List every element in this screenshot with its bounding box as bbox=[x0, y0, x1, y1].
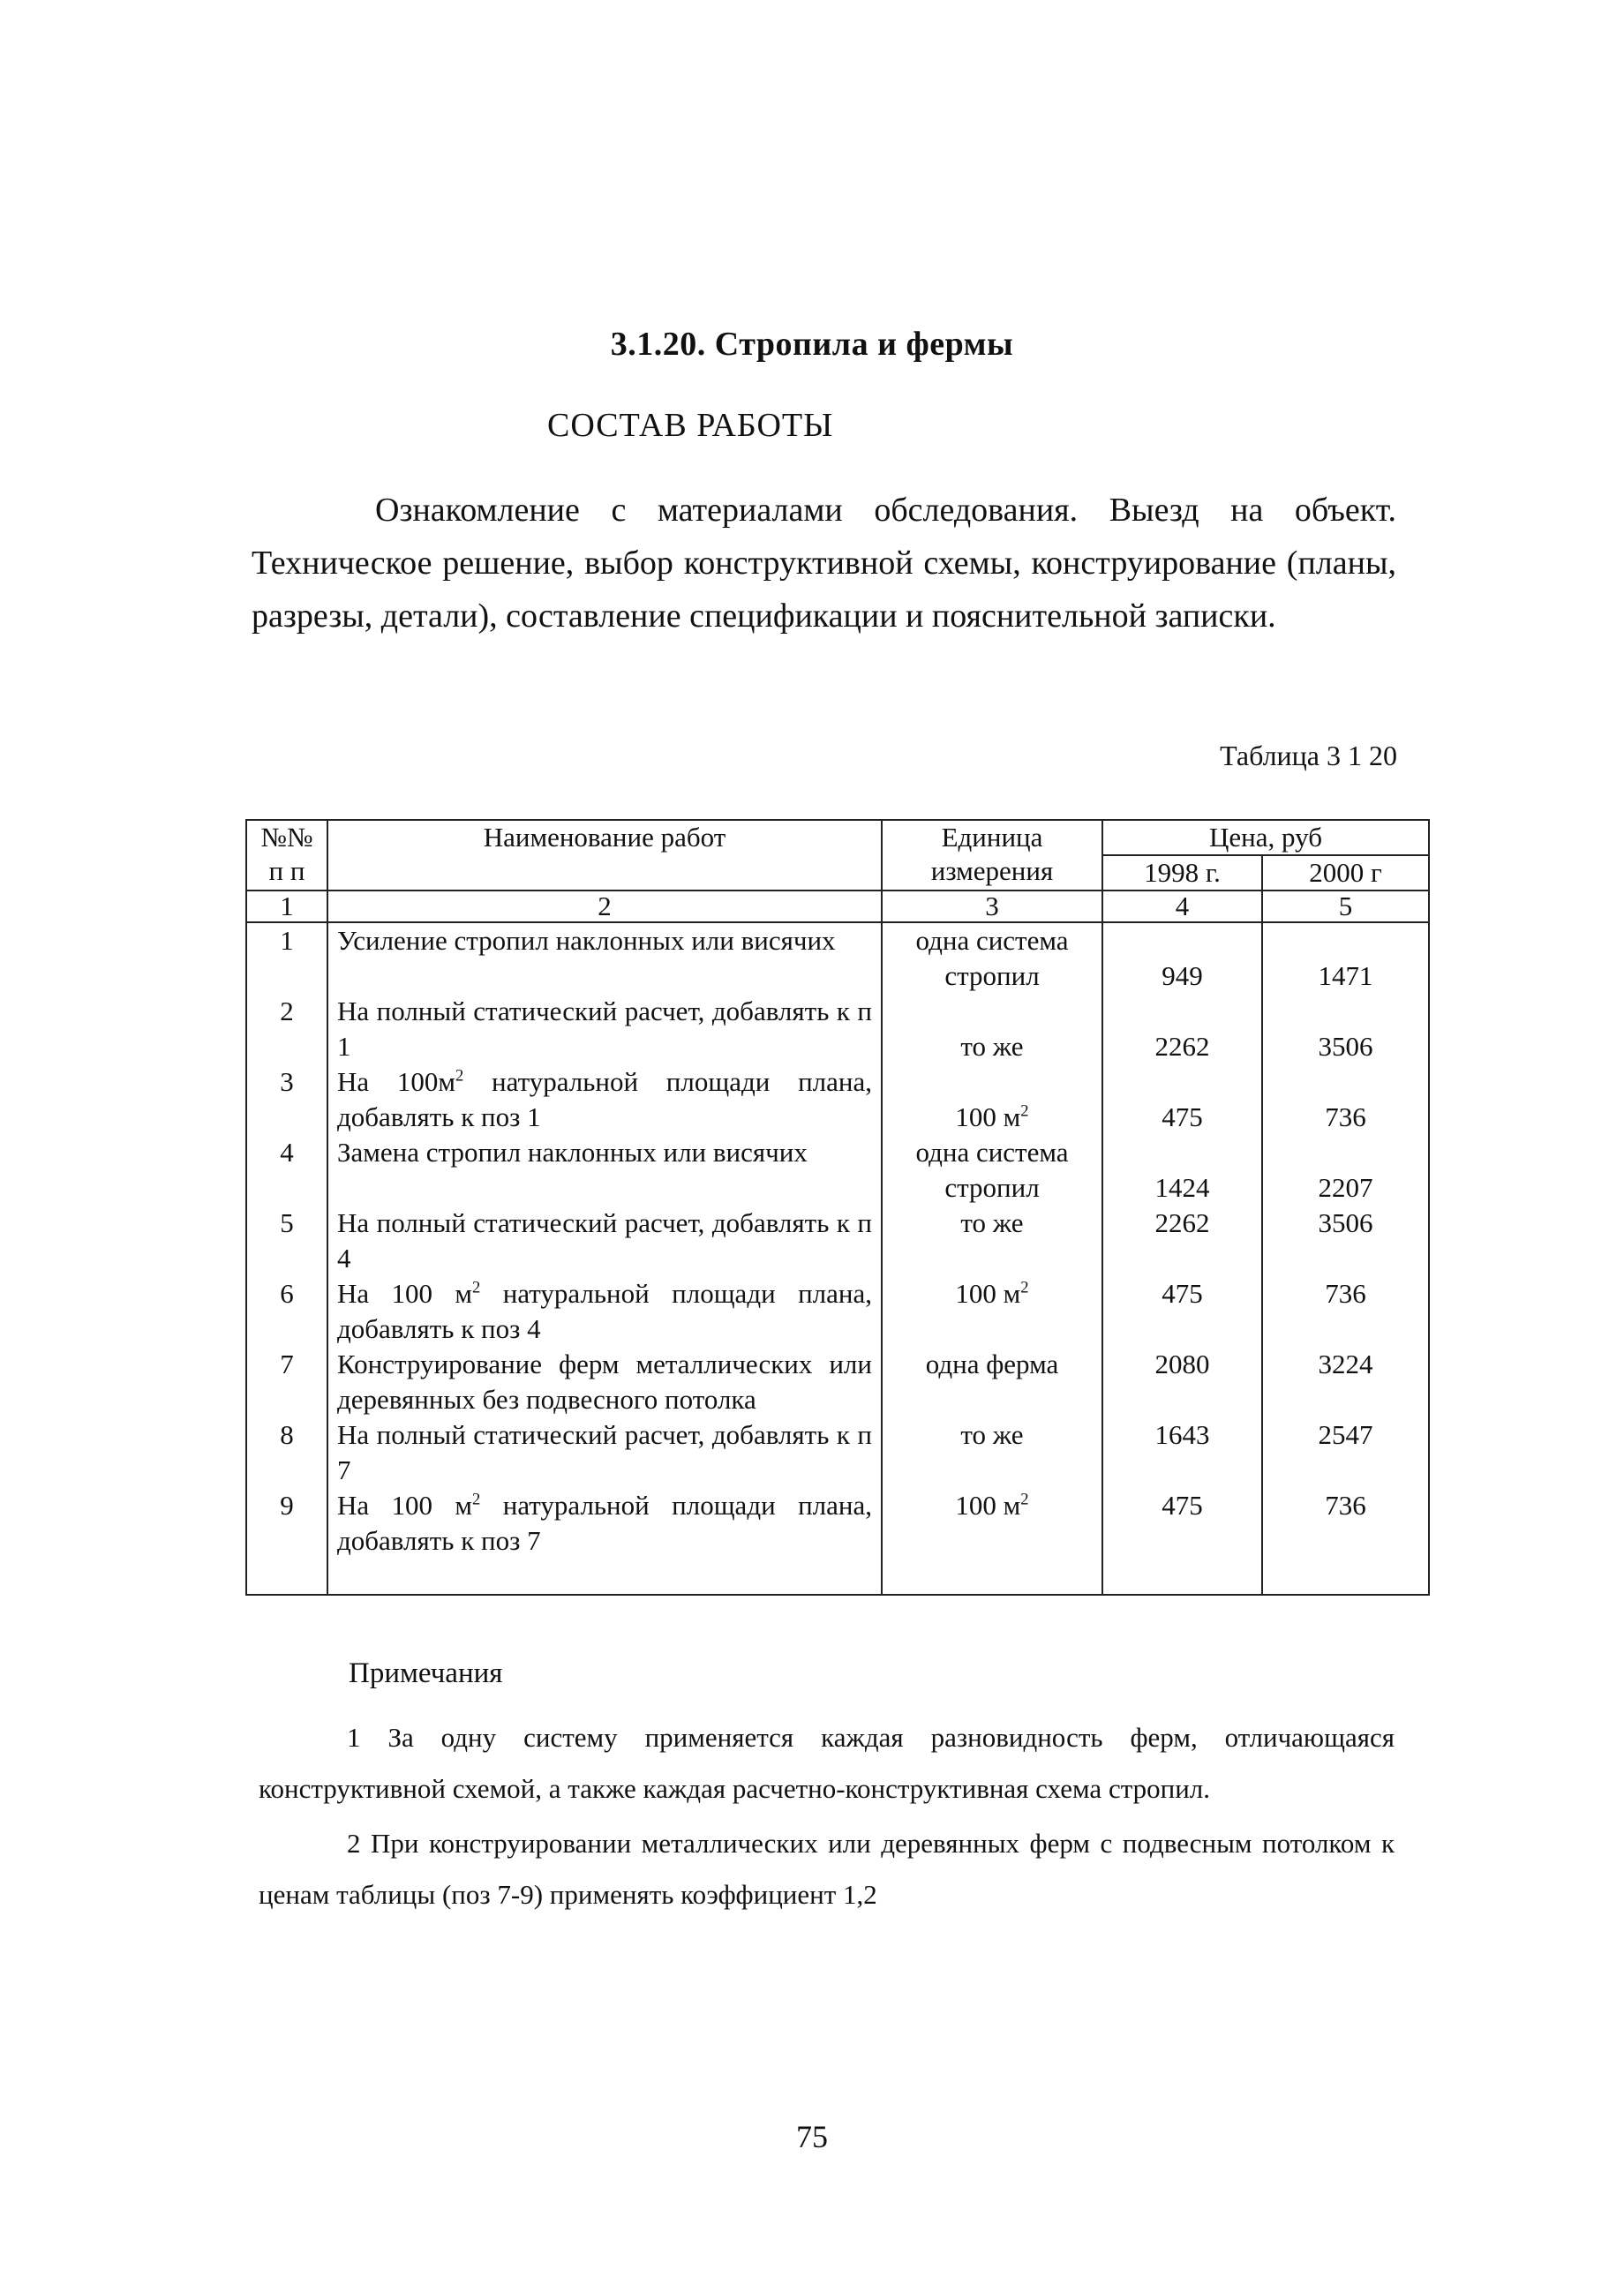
row-price-1998: 475 bbox=[1102, 1488, 1262, 1559]
col-index-5: 5 bbox=[1262, 891, 1429, 922]
empty-cell bbox=[246, 1559, 327, 1595]
row-price-2000: 2547 bbox=[1262, 1417, 1429, 1488]
row-num: 9 bbox=[246, 1488, 327, 1559]
table-row bbox=[246, 1417, 1429, 1488]
row-price-1998: 2262 bbox=[1102, 1206, 1262, 1276]
row-name-text: На 100м bbox=[337, 1066, 456, 1097]
row-name: На полный статический расчет, добавлять к п 4 bbox=[327, 1206, 882, 1276]
row-name bbox=[327, 1064, 882, 1135]
row-unit bbox=[882, 1488, 1102, 1559]
row-name: Усиление стропил наклонных или висячих bbox=[327, 922, 882, 994]
col-index-2: 2 bbox=[327, 891, 882, 922]
row-name: На полный статический расчет, добавлять к п 1 bbox=[327, 994, 882, 1064]
row-name-sup: 2 bbox=[472, 1278, 481, 1297]
row-unit bbox=[882, 1276, 1102, 1347]
row-price-1998: 475 bbox=[1102, 1064, 1262, 1135]
empty-cell bbox=[1102, 1559, 1262, 1595]
table-row bbox=[246, 1276, 1429, 1347]
table-row bbox=[246, 1206, 1429, 1276]
empty-cell bbox=[327, 1559, 882, 1595]
col-index-3: 3 bbox=[882, 891, 1102, 922]
row-unit: одна система стропил bbox=[882, 922, 1102, 994]
row-unit-sup: 2 bbox=[1020, 1490, 1029, 1509]
row-price-2000: 3506 bbox=[1262, 1206, 1429, 1276]
intro-paragraph: Ознакомление с материалами обследования. Выезд на объект. Техническое решение, выбор конструктивной схемы, конструирование (планы, разрезы, детали), составление спецификации и пояснительной записки. bbox=[252, 492, 1396, 635]
row-name bbox=[327, 1276, 882, 1347]
table-row bbox=[246, 1347, 1429, 1417]
row-price-2000: 3506 bbox=[1262, 994, 1429, 1064]
row-name-sup: 2 bbox=[455, 1066, 464, 1086]
row-name bbox=[327, 1488, 882, 1559]
row-price-1998: 475 bbox=[1102, 1276, 1262, 1347]
col-index-1: 1 bbox=[246, 891, 327, 922]
header-year-2000: 2000 г bbox=[1262, 855, 1429, 891]
row-price-1998: 1643 bbox=[1102, 1417, 1262, 1488]
row-name-text: На 100 м bbox=[337, 1490, 473, 1521]
note-1: 1 За одну систему применяется каждая разновидность ферм, отличающаяся конструктивной схемой, а также каждая расчетно-конструктивная схема стропил. bbox=[259, 1722, 1395, 1804]
row-num: 3 bbox=[246, 1064, 327, 1135]
subtitle: СОСТАВ РАБОТЫ bbox=[547, 407, 834, 444]
row-unit: то же bbox=[882, 994, 1102, 1064]
row-name-text: натуральной площади плана, добавлять к поз 4 bbox=[337, 1278, 872, 1344]
row-num: 8 bbox=[246, 1417, 327, 1488]
row-name: На полный статический расчет, добавлять к п 7 bbox=[327, 1417, 882, 1488]
row-price-1998: 949 bbox=[1102, 922, 1262, 994]
price-table bbox=[245, 819, 1430, 1596]
header-price: Цена, руб bbox=[1102, 820, 1429, 855]
empty-cell bbox=[1262, 1559, 1429, 1595]
row-unit-sup: 2 bbox=[1020, 1278, 1029, 1297]
row-name-text: На 100 м bbox=[337, 1278, 473, 1309]
table-row bbox=[246, 1135, 1429, 1206]
empty-cell bbox=[882, 1559, 1102, 1595]
row-price-2000: 736 bbox=[1262, 1488, 1429, 1559]
row-num: 4 bbox=[246, 1135, 327, 1206]
row-unit: то же bbox=[882, 1417, 1102, 1488]
row-price-2000: 736 bbox=[1262, 1276, 1429, 1347]
row-num: 6 bbox=[246, 1276, 327, 1347]
header-name: Наименование работ bbox=[327, 820, 882, 891]
note-2: 2 При конструировании металлических или деревянных ферм с подвесным потолком к ценам таблицы (поз 7-9) применять коэффициент 1,2 bbox=[259, 1828, 1395, 1910]
row-name-sup: 2 bbox=[472, 1490, 481, 1509]
page-number: 75 bbox=[796, 2119, 828, 2154]
row-price-1998: 1424 bbox=[1102, 1135, 1262, 1206]
row-unit-text: 100 м bbox=[955, 1490, 1021, 1521]
row-name: Конструирование ферм металлических или деревянных без подвесного потолка bbox=[327, 1347, 882, 1417]
table-row bbox=[246, 994, 1429, 1064]
row-price-2000: 1471 bbox=[1262, 922, 1429, 994]
row-unit-sup: 2 bbox=[1020, 1101, 1029, 1121]
header-unit: Единица измерения bbox=[882, 820, 1102, 891]
row-name: Замена стропил наклонных или висячих bbox=[327, 1135, 882, 1206]
row-unit: одна ферма bbox=[882, 1347, 1102, 1417]
row-num: 2 bbox=[246, 994, 327, 1064]
table-row bbox=[246, 1488, 1429, 1559]
table-row bbox=[246, 1064, 1429, 1135]
row-price-2000: 3224 bbox=[1262, 1347, 1429, 1417]
section-title: 3.1.20. Стропила и фермы bbox=[610, 326, 1014, 363]
table-caption: Таблица 3 1 20 bbox=[1220, 740, 1397, 771]
row-unit: то же bbox=[882, 1206, 1102, 1276]
row-num: 5 bbox=[246, 1206, 327, 1276]
header-num: №№ п п bbox=[246, 820, 327, 891]
row-name-text: натуральной площади плана, добавлять к поз 1 bbox=[337, 1066, 873, 1132]
table-bottom-padding bbox=[246, 1559, 1429, 1595]
row-unit-text: 100 м bbox=[955, 1101, 1021, 1132]
row-num: 7 bbox=[246, 1347, 327, 1417]
table-row bbox=[246, 922, 1429, 994]
row-price-1998: 2262 bbox=[1102, 994, 1262, 1064]
row-price-1998: 2080 bbox=[1102, 1347, 1262, 1417]
notes-heading: Примечания bbox=[349, 1657, 503, 1689]
row-unit: одна система стропил bbox=[882, 1135, 1102, 1206]
row-num: 1 bbox=[246, 922, 327, 994]
row-name-text: натуральной площади плана, добавлять к поз 7 bbox=[337, 1490, 872, 1556]
row-unit-text: 100 м bbox=[955, 1278, 1021, 1309]
row-unit bbox=[882, 1064, 1102, 1135]
col-index-4: 4 bbox=[1102, 891, 1262, 922]
header-year-1998: 1998 г. bbox=[1102, 855, 1262, 891]
row-price-2000: 2207 bbox=[1262, 1135, 1429, 1206]
row-price-2000: 736 bbox=[1262, 1064, 1429, 1135]
